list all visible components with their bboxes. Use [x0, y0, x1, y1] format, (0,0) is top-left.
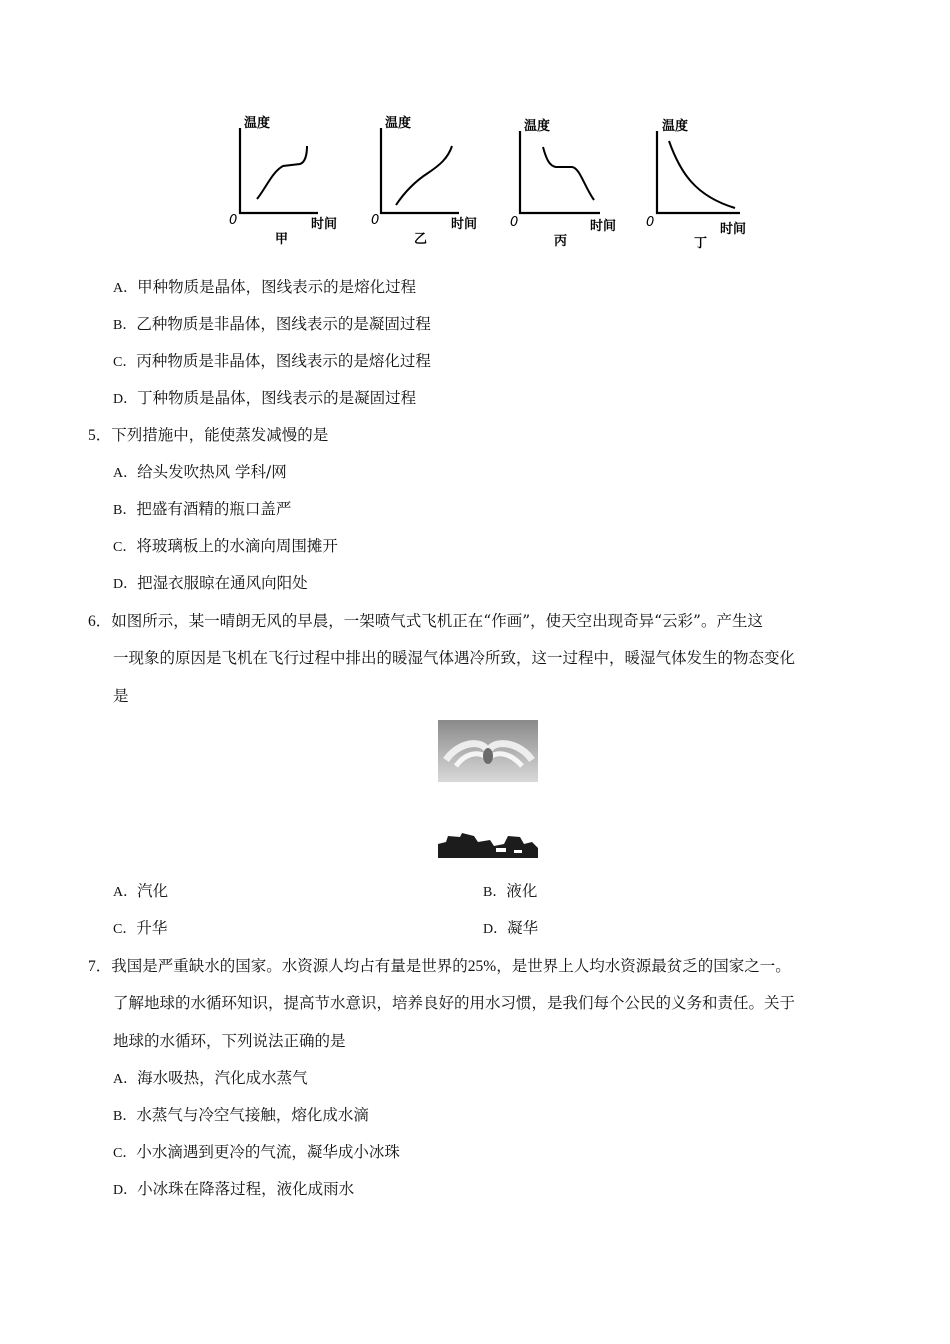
q7-stem-line-2: 了解地球的水循环知识，提高节水意识，培养良好的用水习惯，是我们每个公民的义务和责任。关于	[113, 994, 796, 1012]
graph-y-label: 温度	[244, 116, 271, 131]
q5-option-c[interactable]: C．将玻璃板上的水滴向周围摊开	[113, 537, 338, 555]
q5-option-d[interactable]: D．把湿衣服晾在通风向阳处	[113, 574, 308, 592]
graph-y-label: 温度	[662, 119, 689, 134]
question-number: 5．	[88, 427, 112, 444]
q7-option-b[interactable]: B．水蒸气与冷空气接触，熔化成水滴	[113, 1106, 369, 1124]
graph-origin: 0	[229, 213, 238, 228]
graph-ding	[646, 118, 746, 251]
question-number: 7．	[88, 958, 112, 975]
q5-stem: 5．下列措施中，能使蒸发减慢的是	[88, 426, 329, 444]
graph-origin: 0	[646, 215, 655, 230]
graph-axes	[520, 131, 600, 213]
q6-stem-line-1: 6．如图所示，某一晴朗无风的早晨，一架喷气式飞机正在“作画”，使天空出现奇异“云彩”。产生这	[88, 612, 763, 630]
graph-curve	[543, 147, 594, 200]
graph-curve	[257, 146, 307, 199]
q7-option-c[interactable]: C．小水滴遇到更冷的气流，凝华成小冰珠	[113, 1143, 400, 1161]
graph-curve	[669, 141, 735, 208]
graph-x-label: 时间	[451, 217, 478, 232]
q5-option-b[interactable]: B．把盛有酒精的瓶口盖严	[113, 500, 292, 518]
graph-origin: 0	[510, 215, 519, 230]
graph-y-label: 温度	[524, 119, 551, 134]
graph-origin: 0	[371, 213, 380, 228]
question-number: 6．	[88, 613, 112, 630]
q4-option-a[interactable]: A．甲种物质是晶体，图线表示的是熔化过程	[113, 278, 417, 296]
graph-y-label: 温度	[385, 116, 412, 131]
q6-option-d[interactable]: D．凝华	[483, 919, 539, 937]
q4-option-d[interactable]: D．丁种物质是晶体，图线表示的是凝固过程	[113, 389, 417, 407]
q7-stem-line-1: 7．我国是严重缺水的国家。水资源人均占有量是世界的25%，是世界上人均水资源最贫乏的国家之一。	[88, 957, 791, 975]
graph-caption: 甲	[275, 232, 289, 247]
graph-curve	[396, 146, 452, 205]
graph-x-label: 时间	[311, 217, 338, 232]
q7-option-d[interactable]: D．小冰珠在降落过程，液化成雨水	[113, 1180, 355, 1198]
q4-option-c[interactable]: C．丙种物质是非晶体，图线表示的是熔化过程	[113, 352, 431, 370]
graph-x-label: 时间	[720, 222, 747, 237]
percentage-value: 25%	[467, 958, 497, 975]
graph-axes	[381, 128, 459, 213]
q6-stem-line-2: 一现象的原因是飞机在飞行过程中排出的暖湿气体遇冷所致，这一过程中，暖湿气体发生的物态变化	[113, 649, 796, 667]
q5-option-a[interactable]: A．给头发吹热风 学科/网	[113, 463, 287, 481]
graph-jia	[229, 115, 337, 247]
graph-caption: 丙	[554, 234, 568, 249]
q4-option-b[interactable]: B．乙种物质是非晶体，图线表示的是凝固过程	[113, 315, 431, 333]
q7-option-a[interactable]: A．海水吸热，汽化成水蒸气	[113, 1069, 308, 1087]
contrail-photo	[438, 720, 540, 860]
graph-bing	[510, 118, 616, 249]
q7-stem-line-3: 地球的水循环，下列说法正确的是	[113, 1032, 346, 1050]
q6-option-b[interactable]: B．液化	[483, 882, 538, 900]
temperature-time-graphs	[0, 0, 950, 260]
q6-stem-line-3: 是	[113, 687, 129, 705]
graph-caption: 丁	[694, 236, 708, 251]
q6-option-c[interactable]: C．升华	[113, 919, 168, 937]
graph-yi	[371, 115, 477, 247]
graph-x-label: 时间	[590, 219, 617, 234]
graph-axes	[240, 128, 318, 213]
q6-option-a[interactable]: A．汽化	[113, 882, 169, 900]
graph-caption: 乙	[414, 232, 428, 247]
